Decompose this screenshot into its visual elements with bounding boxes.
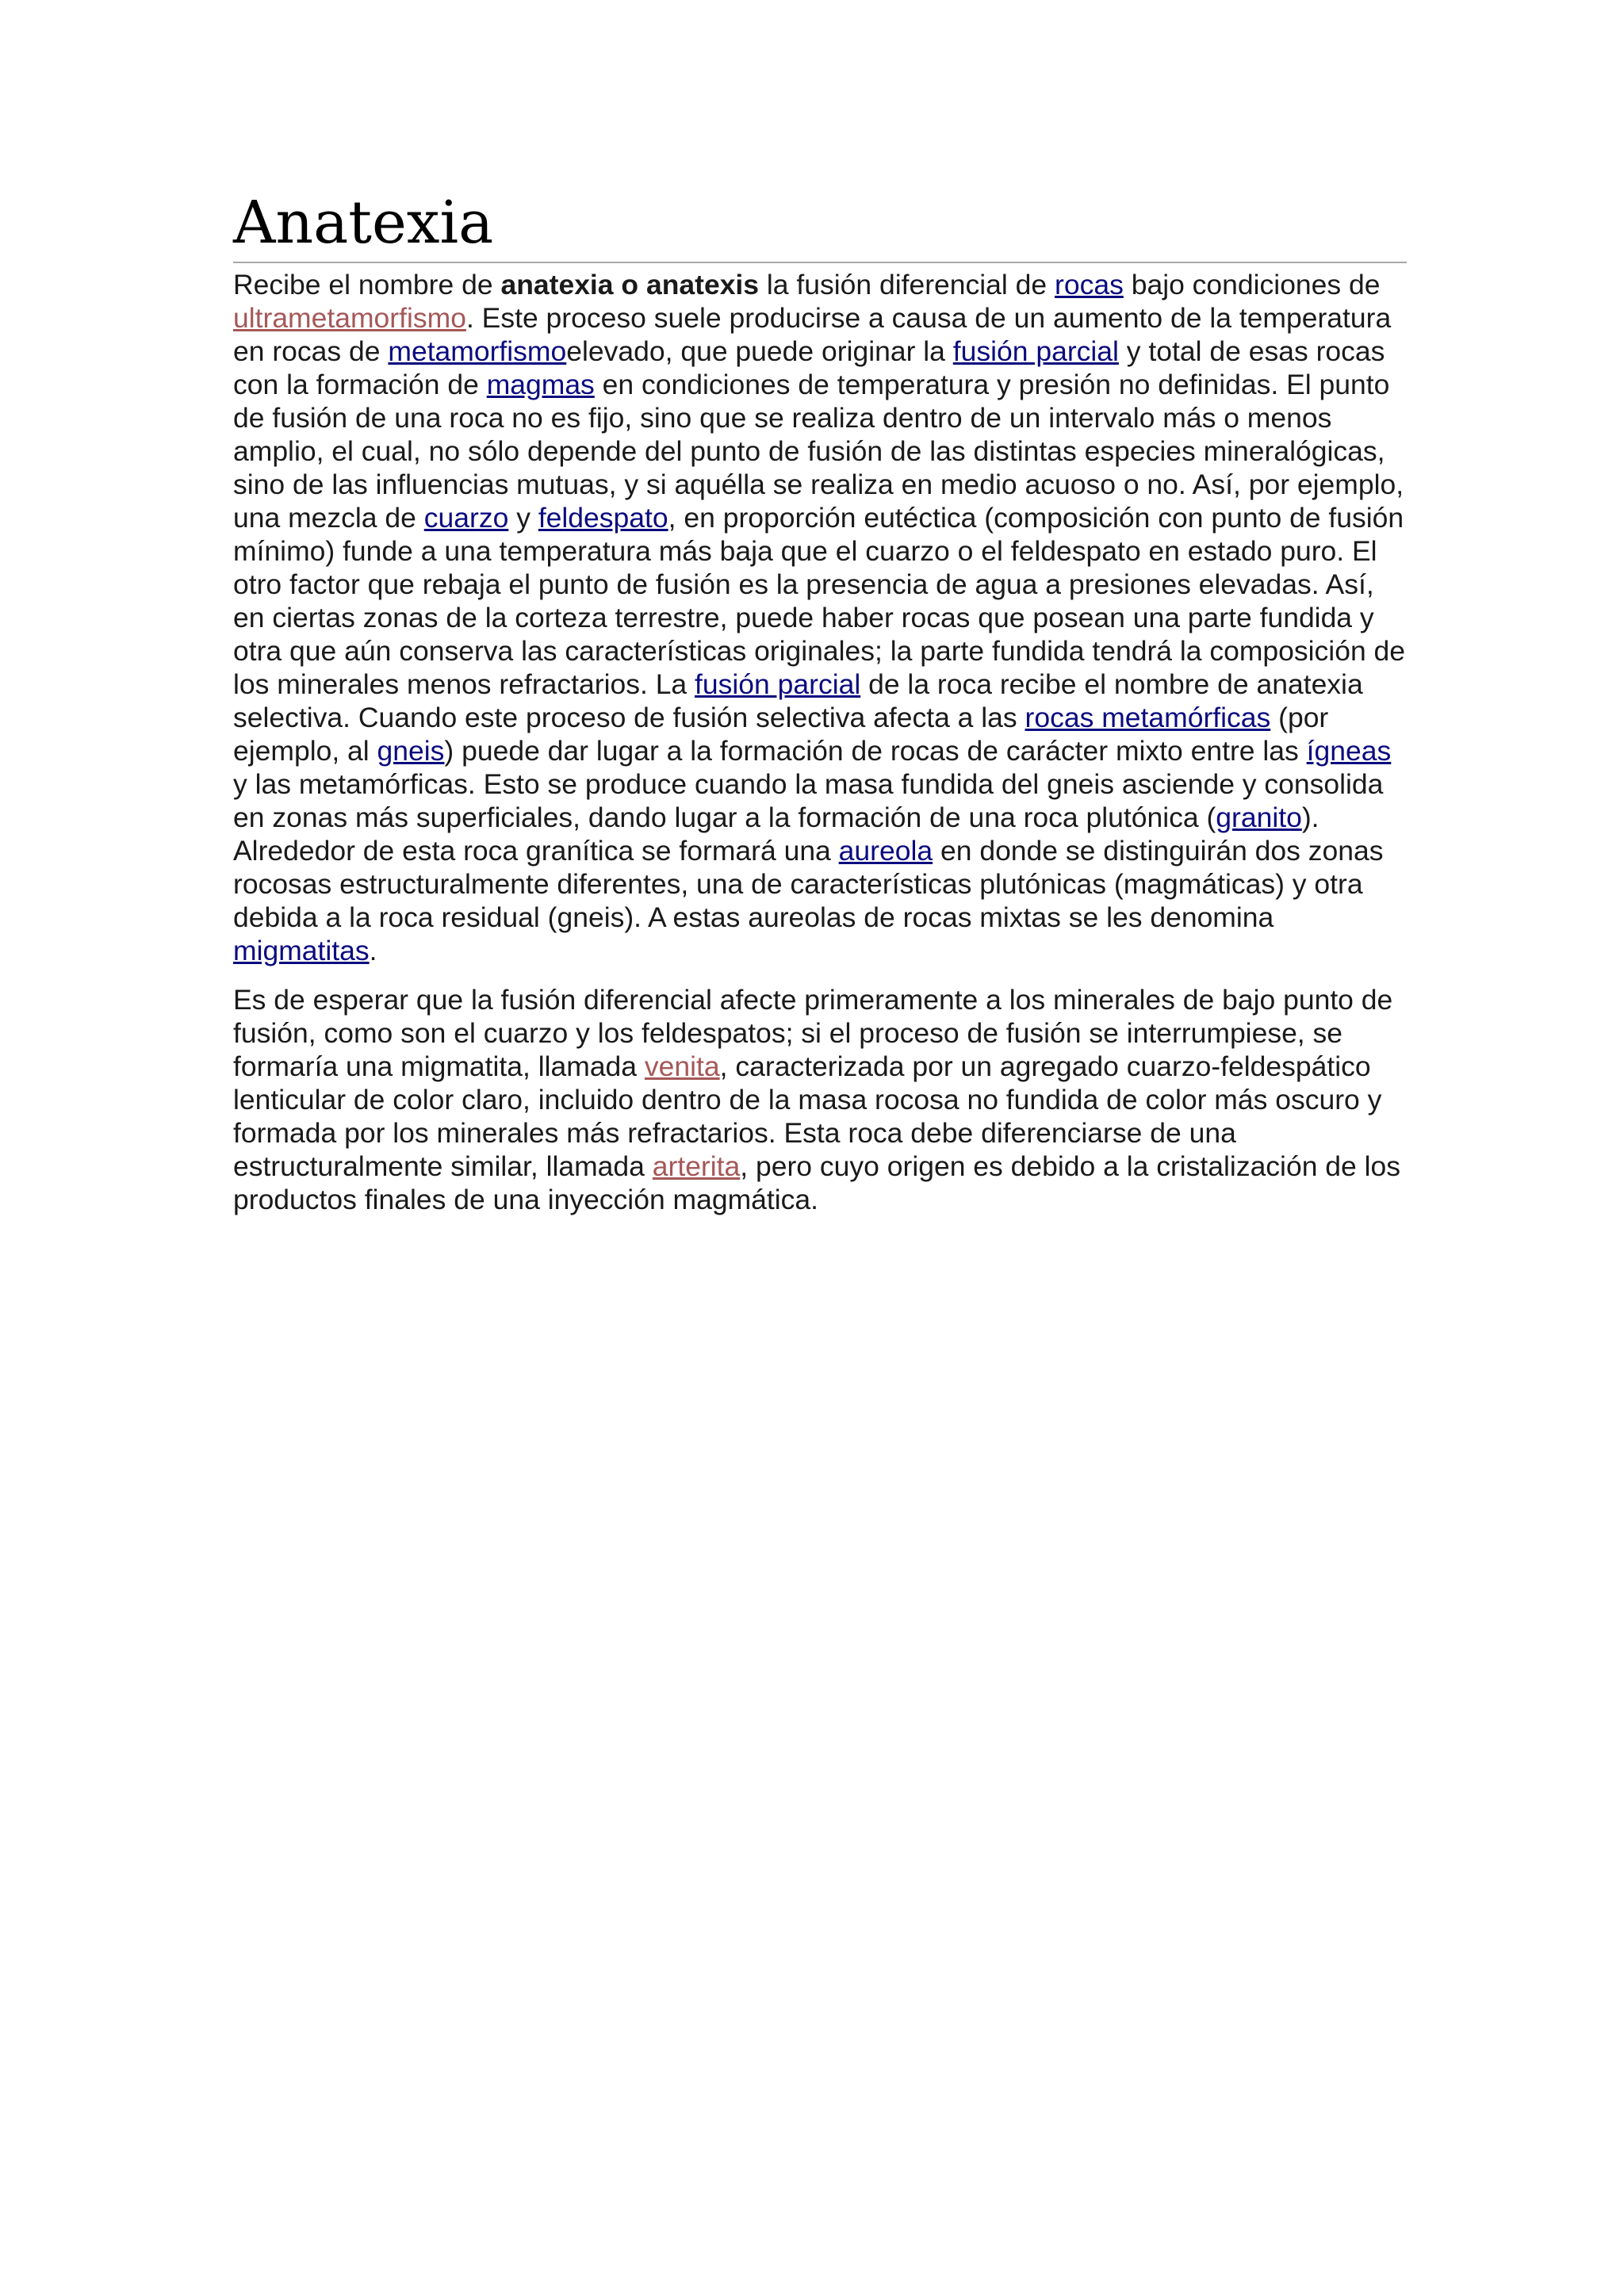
text-run: y (508, 502, 538, 534)
text-run: elevado, que puede originar la (566, 335, 953, 367)
article (233, 187, 1407, 1216)
text-run: de la roca recibe el nombre de anatexia selectiva. Cuando este proceso de fusión selectiva afecta a las (233, 668, 1363, 733)
article-link[interactable]: aureola (838, 835, 933, 867)
article-link[interactable]: fusión parcial (695, 668, 861, 700)
article-link[interactable]: migmatitas (233, 935, 370, 966)
article-link[interactable]: feldespato (538, 502, 668, 534)
text-run: . Este proceso suele producirse a causa de un aumento de la temperatura en rocas de (233, 302, 1392, 367)
text-run: , en proporción eutéctica (composición con punto de fusión mínimo) funde a una temperatura más baja que el cuarzo o el feldespato en estado puro. El otro factor que rebaja el punto de fusión es la presencia de agua a presiones elevadas. Así, en ciertas zonas de la corteza terrestre, puede haber rocas que posean una parte fundida y otra que aún conserva las características originales; la parte fundida tendrá la composición de los minerales menos refractarios. La (233, 502, 1406, 700)
text-run: y las metamórficas. Esto se produce cuando la masa fundida del gneis asciende y consolida en zonas más superficiales, dando lugar a la formación de una roca plutónica ( (233, 768, 1384, 833)
page-title: Anatexia (233, 187, 1407, 263)
text-run: Recibe el nombre de (233, 269, 501, 300)
article-body (233, 268, 1407, 1216)
text-run: en condiciones de temperatura y presión no definidas. El punto de fusión de una roca no es fijo, sino que se realiza dentro de un intervalo más o menos amplio, el cual, no sólo depende del punto de fusión de las distintas especies mineralógicas, sino de las influencias mutuas, y si aquélla se realiza en medio acuoso o no. Así, por ejemplo, una mezcla de (233, 369, 1404, 534)
article-link[interactable]: gneis (377, 735, 445, 767)
text-run: ) puede dar lugar a la formación de rocas de carácter mixto entre las (444, 735, 1307, 767)
text-run: la fusión diferencial de (759, 269, 1055, 300)
article-link[interactable]: magmas (486, 369, 595, 400)
article-link[interactable]: granito (1216, 802, 1302, 833)
article-link[interactable]: ultrametamorfismo (233, 302, 466, 334)
text-run: . (369, 935, 377, 966)
article-link[interactable]: metamorfismo (388, 335, 567, 367)
text-run: , caracterizada por un agregado cuarzo-feldespático lenticular de color claro, incluido dentro de la masa rocosa no fundida de color más oscuro y formada por los minerales más refractarios. Esta roca debe diferenciarse de una estructuralmente similar, llamada (233, 1050, 1382, 1182)
text-run: bajo condiciones de (1123, 269, 1381, 300)
paragraph (233, 268, 1407, 967)
text-run: en donde se distinguirán dos zonas rocosas estructuralmente diferentes, una de características plutónicas (magmáticas) y otra debida a la roca residual (gneis). A estas aureolas de rocas mixtas se les denomina (233, 835, 1384, 933)
text-run: ). Alrededor de esta roca granítica se formará una (233, 802, 1320, 867)
text-run: Es de esperar que la fusión diferencial afecte primeramente a los minerales de bajo punto de fusión, como son el cuarzo y los feldespatos; si el proceso de fusión se interrumpiese, se formaría una migmatita, llamada (233, 984, 1393, 1082)
article-link[interactable]: cuarzo (423, 502, 509, 534)
paragraph (233, 983, 1407, 1216)
text-run: y total de esas rocas con la formación de (233, 335, 1385, 400)
text-run: (por ejemplo, al (233, 702, 1329, 767)
article-link[interactable]: ígneas (1306, 735, 1392, 767)
article-link[interactable]: fusión parcial (952, 335, 1119, 367)
article-link[interactable]: arterita (652, 1150, 741, 1182)
article-link[interactable]: rocas metamórficas (1025, 702, 1271, 733)
text-run: , pero cuyo origen es debido a la cristalización de los productos finales de una inyección magmática. (233, 1150, 1401, 1215)
bold-term: anatexia o anatexis (500, 269, 760, 300)
article-link[interactable]: venita (644, 1050, 720, 1082)
article-link[interactable]: rocas (1055, 269, 1124, 300)
